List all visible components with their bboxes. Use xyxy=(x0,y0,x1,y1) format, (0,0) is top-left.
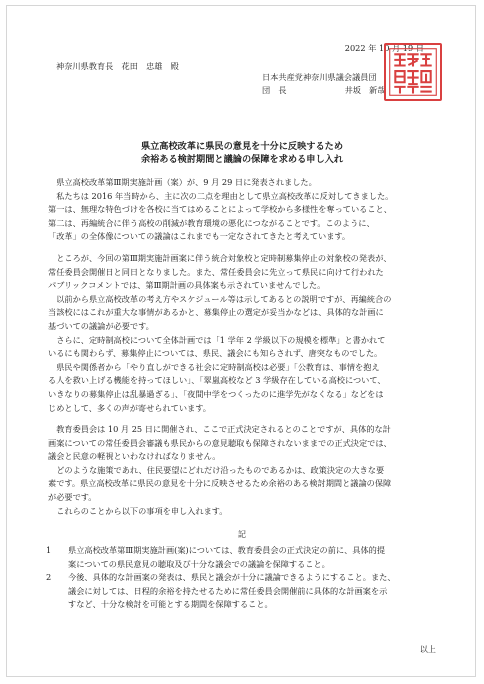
recipient-line: 神奈川県教育長 花田 忠雄 殿 xyxy=(56,61,179,71)
body-line: 素です。県立高校改革に県民の意見を十分に反映させるため余裕のある検討期間と議論の保障 xyxy=(48,478,392,489)
sender-line xyxy=(262,86,386,94)
request-item-text: 今後、具体的な計画案の発表は、県民と議会が十分に議論できるようにすること。また、 xyxy=(68,572,396,583)
body-line: 以前から県立高校改革の考え方やスケジュール等は示してあるとの説明ですが、再編統合の xyxy=(48,293,392,304)
sender-organization: 日本共産党神奈川県議会議員団 xyxy=(262,72,377,82)
body-line: 第一は、無理な特色づけを各校に当てはめることによって学校から多様性を奪っていること、 xyxy=(48,204,392,215)
body-line: 当該校にはこれが重大な事情があるかと、募集停止の選定が妥当かなどは、具体的な計画に xyxy=(48,307,384,318)
body-line: 画案についての常任委員会審議も県民からの意見聴取も保障されないままでの正式決定では、 xyxy=(48,437,392,448)
document-title-line-1: 県立高校改革に県民の意見を十分に反映するため xyxy=(140,141,344,152)
body-line: ところが、今回の第Ⅲ期実施計画案に伴う統合対象校と定時制募集停止の対象校の発表が、 xyxy=(48,252,392,263)
request-item-line xyxy=(46,546,466,560)
request-item-line xyxy=(46,587,466,601)
request-item-number: 1 xyxy=(46,545,52,555)
request-item-line xyxy=(46,573,466,587)
request-item-text: 議会に対しては、日程的余裕を持たせるために常任委員会開催前に具体的な計画案を示 xyxy=(68,585,388,596)
body-line: が必要です。 xyxy=(48,492,97,503)
body-line: これらのことから以下の事項を申し入れます。 xyxy=(48,505,228,516)
body-line: 教育委員会は 10 月 25 日に開催され、ここで正式決定されるとのことですが、具体的な計 xyxy=(48,424,391,435)
sender-name: 井坂 新哉 xyxy=(344,85,386,95)
ki-heading: 記 xyxy=(237,529,247,539)
body-line: 県立高校改革第Ⅲ期実施計画（案）が、9 月 29 日に発表されました。 xyxy=(48,177,317,187)
body-line: 第二は、再編統合に伴う高校の削減が教育環境の悪化につながることです。このように、 xyxy=(48,217,375,228)
closing-mark: 以上 xyxy=(419,644,436,654)
body-line: 私たちは 2016 年当時から、主に次の二点を理由として県立高校改革に反対してきました。 xyxy=(48,190,394,201)
official-seal-stamp xyxy=(384,43,442,101)
document-title-line-2: 余裕ある検討期間と議論の保障を求める申し入れ xyxy=(140,154,344,165)
body-line: 議会と民意の軽視といわなければなりません。 xyxy=(48,451,221,462)
body-line: いるにも関わらず、募集停止については、県民、議会にも知らされず、唐突なものでした。 xyxy=(48,348,383,359)
body-line: じめとして、多くの声が寄せられています。 xyxy=(48,402,211,413)
request-item-text: 案についての県民意見の聴取及び十分な議会での議論を保障すること。 xyxy=(68,558,330,569)
body-text xyxy=(48,178,458,520)
body-line: 「改革」の全体像についての議論はこれまでも一定なされてきたと考えています。 xyxy=(48,231,351,242)
sender-role: 団 長 xyxy=(262,85,287,95)
request-item-text: 県立高校改革第Ⅲ期実施計画(案)については、教育委員会の正式決定の前に、具体的提 xyxy=(68,545,386,555)
body-line: る人を救い上げる機能を持ってほしい」、「翠嵐高校など 3 学級存在している高校について、 xyxy=(48,375,386,386)
request-item-line xyxy=(46,600,466,614)
body-line: 常任委員会開催日と同日となりました。また、常任委員会に先立って県民に向けて行われた xyxy=(48,266,384,277)
seal-graphic xyxy=(386,45,440,99)
request-item-text: すなど、十分な検討を可能とする期間を保障すること。 xyxy=(68,599,273,610)
body-line: 県民や関係者から「やり直しができる社会に定時制高校は必要」「公教育は、事情を抱え xyxy=(48,361,380,372)
request-item-number: 2 xyxy=(46,572,52,583)
body-line: さらに、定時制高校について全体計画では「1 学年 2 学級以下の規模を標準」と書かれて xyxy=(48,334,386,345)
request-item-line xyxy=(46,560,466,574)
document-date: 2022 年 10 月 19 日 xyxy=(344,43,424,53)
body-line: パブリックコメントでは、第Ⅲ期計画の具体案も示されていませんでした。 xyxy=(48,280,326,291)
body-line: どのような施策であれ、住民要望にどれだけ沿ったものであるかは、政策決定の大きな要 xyxy=(48,464,385,475)
request-items xyxy=(46,546,466,614)
body-line: いきなりの募集停止は乱暴過ぎる」、「夜間中学をつくったのに進学先がなくなる」などをは xyxy=(48,388,384,399)
body-line: 基づいての議論が必要です。 xyxy=(48,320,154,331)
